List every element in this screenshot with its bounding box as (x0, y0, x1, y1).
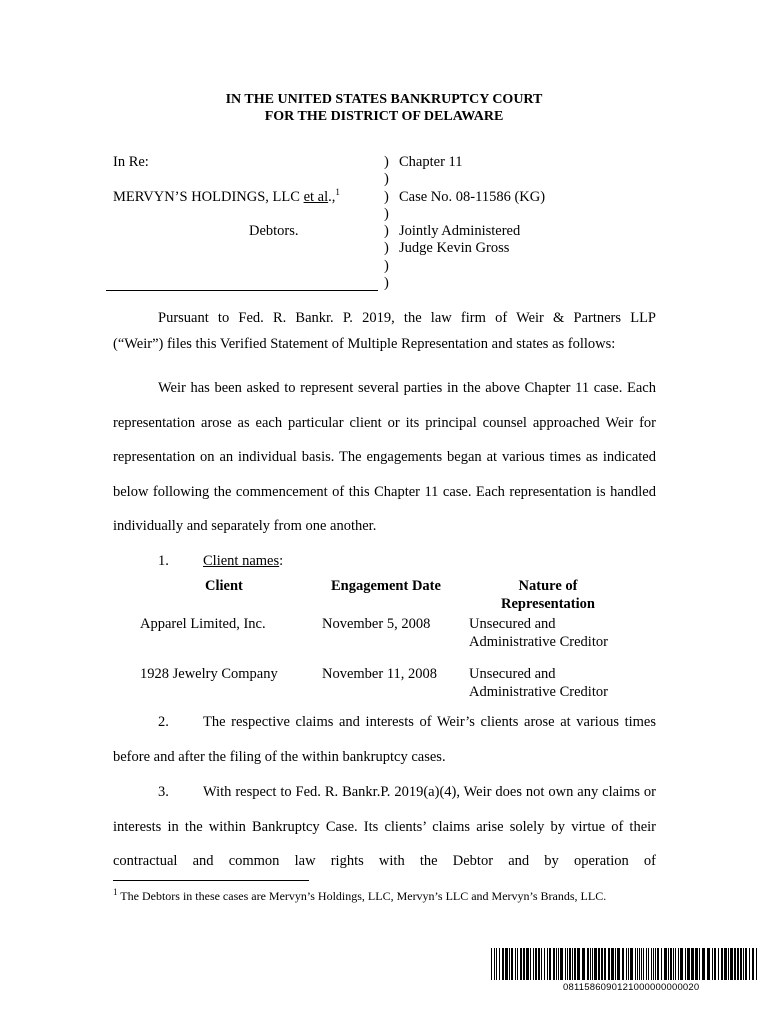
barcode-bar (745, 948, 747, 980)
item-2-text: The respective claims and interests of Weir’s clients arose at various times before and after the filing of the within bankruptcy cases. (113, 714, 656, 765)
caption-case-number: Case No. 08-11586 (KG) (399, 189, 546, 205)
caption-paren: ) (384, 154, 389, 170)
table-header-nature-line2: Representation (501, 596, 595, 612)
barcode-bar (604, 948, 606, 980)
barcode-bar (558, 948, 559, 980)
barcode-bar (734, 948, 736, 980)
table-header-engagement-date: Engagement Date (331, 578, 441, 594)
barcode-bar (523, 948, 525, 980)
barcode-bar (582, 948, 585, 980)
barcode-bar (538, 948, 540, 980)
barcode-bar (530, 948, 531, 980)
barcode-bar (648, 948, 649, 980)
barcode-bar (626, 948, 627, 980)
barcode-bar (499, 948, 500, 980)
barcode-bar (637, 948, 638, 980)
barcode-bar (526, 948, 529, 980)
barcode-bar (655, 948, 656, 980)
item-1-number: 1. (158, 553, 169, 569)
barcode-bar (743, 948, 744, 980)
barcode-bar (730, 948, 733, 980)
table-row-2-client: 1928 Jewelry Company (140, 666, 278, 682)
caption-paren: ) (384, 258, 389, 274)
barcode-bar (728, 948, 729, 980)
barcode-bar (574, 948, 576, 980)
table-header-nature-line1: Nature of (518, 578, 578, 594)
barcode-bar (685, 948, 686, 980)
item-2-number: 2. (158, 714, 169, 730)
barcode-bar (653, 948, 654, 980)
barcode-bar (622, 948, 624, 980)
caption-paren: ) (384, 206, 389, 222)
barcode-bar (601, 948, 603, 980)
barcode-bar (615, 948, 616, 980)
barcode-bar (749, 948, 750, 980)
barcode-bar (721, 948, 723, 980)
barcode-bar (628, 948, 629, 980)
footnote-separator (113, 880, 309, 881)
barcode-bar (535, 948, 537, 980)
footnote-text: The Debtors in these cases are Mervyn’s Holdings, LLC, Mervyn’s LLC and Mervyn’s Brands, LLC. (120, 889, 607, 903)
barcode-bar (756, 948, 757, 980)
client-names-label: Client names (203, 553, 280, 569)
barcode-bar (569, 948, 571, 980)
barcode-bar (565, 948, 566, 980)
barcode-bar (646, 948, 647, 980)
barcode-number: 0811586090121000000000020 (563, 982, 700, 993)
barcode-bar (617, 948, 620, 980)
barcode-bar (549, 948, 551, 980)
barcode-bar (707, 948, 710, 980)
barcode-bar (680, 948, 683, 980)
intro-line-1: Pursuant to Fed. R. Bankr. P. 2019, the law firm of Weir & Partners LLP (158, 310, 656, 326)
barcode-bar (572, 948, 573, 980)
debtor-name-text: MERVYN’S HOLDINGS, LLC (113, 189, 300, 205)
footnote (113, 889, 606, 904)
barcode-bar (635, 948, 636, 980)
caption-underline (106, 290, 378, 291)
caption-debtors-label: Debtors. (249, 223, 299, 239)
barcode-bar (544, 948, 545, 980)
barcode-bar (520, 948, 522, 980)
barcode-bar (714, 948, 716, 980)
table-row-2-nature-line1: Unsecured and (469, 666, 556, 682)
table-row-1-date: November 5, 2008 (322, 616, 431, 632)
barcode-bar (592, 948, 593, 980)
table-header-client: Client (205, 578, 243, 594)
caption-paren: ) (384, 171, 389, 187)
table-row-1-client: Apparel Limited, Inc. (140, 616, 266, 632)
barcode-bar (511, 948, 513, 980)
barcode-bar (611, 948, 614, 980)
barcode-bar (670, 948, 672, 980)
barcode-bar (668, 948, 669, 980)
table-row-1-nature-line1: Unsecured and (469, 616, 556, 632)
caption-debtor-name (113, 189, 340, 206)
barcode-bar (695, 948, 698, 980)
representation-paragraph-text: Weir has been asked to represent several parties in the above Chapter 11 case. Each representation arose as each particular client or its principal counsel approached Weir for representation on an individual basis. The engagements began at various times as indicated below following the commencement of this Chapter 11 case. Each representation is handled individually and separately from one another. (113, 380, 656, 534)
caption-jointly-administered: Jointly Administered (399, 223, 521, 239)
barcode-bar (691, 948, 694, 980)
barcode-bar (502, 948, 504, 980)
table-row-2-nature-line2: Administrative Creditor (469, 684, 608, 700)
intro-line-2: (“Weir”) files this Verified Statement of Multiple Representation and states as follows: (113, 336, 616, 352)
barcode-bar (752, 948, 754, 980)
court-title-line1: IN THE UNITED STATES BANKRUPTCY COURT (225, 92, 543, 107)
debtor-suffix: ., (328, 189, 336, 205)
item-1-colon: : (279, 553, 284, 569)
item-1-label (203, 553, 283, 570)
caption-paren: ) (384, 189, 389, 205)
barcode-bar (643, 948, 644, 980)
barcode-bar (541, 948, 542, 980)
barcode-bar (590, 948, 591, 980)
table-row-1-nature-line2: Administrative Creditor (469, 634, 608, 650)
barcode-bar (533, 948, 534, 980)
barcode-bar (661, 948, 662, 980)
caption-paren: ) (384, 275, 389, 291)
barcode-bar (740, 948, 742, 980)
court-title-line2: FOR THE DISTRICT OF DELAWARE (264, 109, 504, 124)
barcode-bar (560, 948, 563, 980)
barcode-bar (702, 948, 705, 980)
barcode-bar (630, 948, 633, 980)
barcode-bar (494, 948, 495, 980)
barcode-bar (724, 948, 727, 980)
barcode-bar (639, 948, 640, 980)
barcode-bar (657, 948, 659, 980)
caption-paren: ) (384, 223, 389, 239)
barcode-bar (567, 948, 568, 980)
barcode-bar (556, 948, 557, 980)
representation-paragraph (113, 371, 656, 544)
barcode-bar (699, 948, 700, 980)
barcode-bar (673, 948, 674, 980)
barcode-bar (737, 948, 739, 980)
barcode-bar (509, 948, 510, 980)
barcode-bar (491, 948, 492, 980)
debtor-et-al: et al (303, 189, 329, 205)
item-3-number: 3. (158, 784, 169, 800)
barcode-bar (594, 948, 597, 980)
barcode-bar (718, 948, 719, 980)
barcode-bar (608, 948, 610, 980)
barcode-bar (675, 948, 676, 980)
barcode-bar (547, 948, 548, 980)
barcode-bar (553, 948, 555, 980)
barcode-bar (515, 948, 516, 980)
barcode (491, 948, 759, 980)
barcode-bar (678, 948, 679, 980)
footnote-reference: 1 (335, 187, 340, 198)
barcode-bar (517, 948, 518, 980)
barcode-bar (505, 948, 508, 980)
caption-in-re: In Re: (113, 154, 149, 170)
caption-chapter: Chapter 11 (399, 154, 463, 170)
barcode-bar (496, 948, 497, 980)
caption-paren: ) (384, 240, 389, 256)
barcode-bar (598, 948, 600, 980)
item-3-text: With respect to Fed. R. Bankr.P. 2019(a)(4), Weir does not own any claims or interests in the within Bankruptcy Case. Its clients’ claims arise solely by virtue of their contractual and common law rights with the Debtor and by operation of (113, 784, 656, 869)
barcode-bar (687, 948, 690, 980)
barcode-bar (641, 948, 642, 980)
barcode-bar (712, 948, 713, 980)
footnote-mark: 1 (113, 887, 118, 897)
barcode-bar (664, 948, 667, 980)
barcode-bar (577, 948, 580, 980)
table-row-2-date: November 11, 2008 (322, 666, 438, 682)
caption-judge: Judge Kevin Gross (399, 240, 510, 256)
barcode-bar (587, 948, 589, 980)
barcode-bar (651, 948, 652, 980)
